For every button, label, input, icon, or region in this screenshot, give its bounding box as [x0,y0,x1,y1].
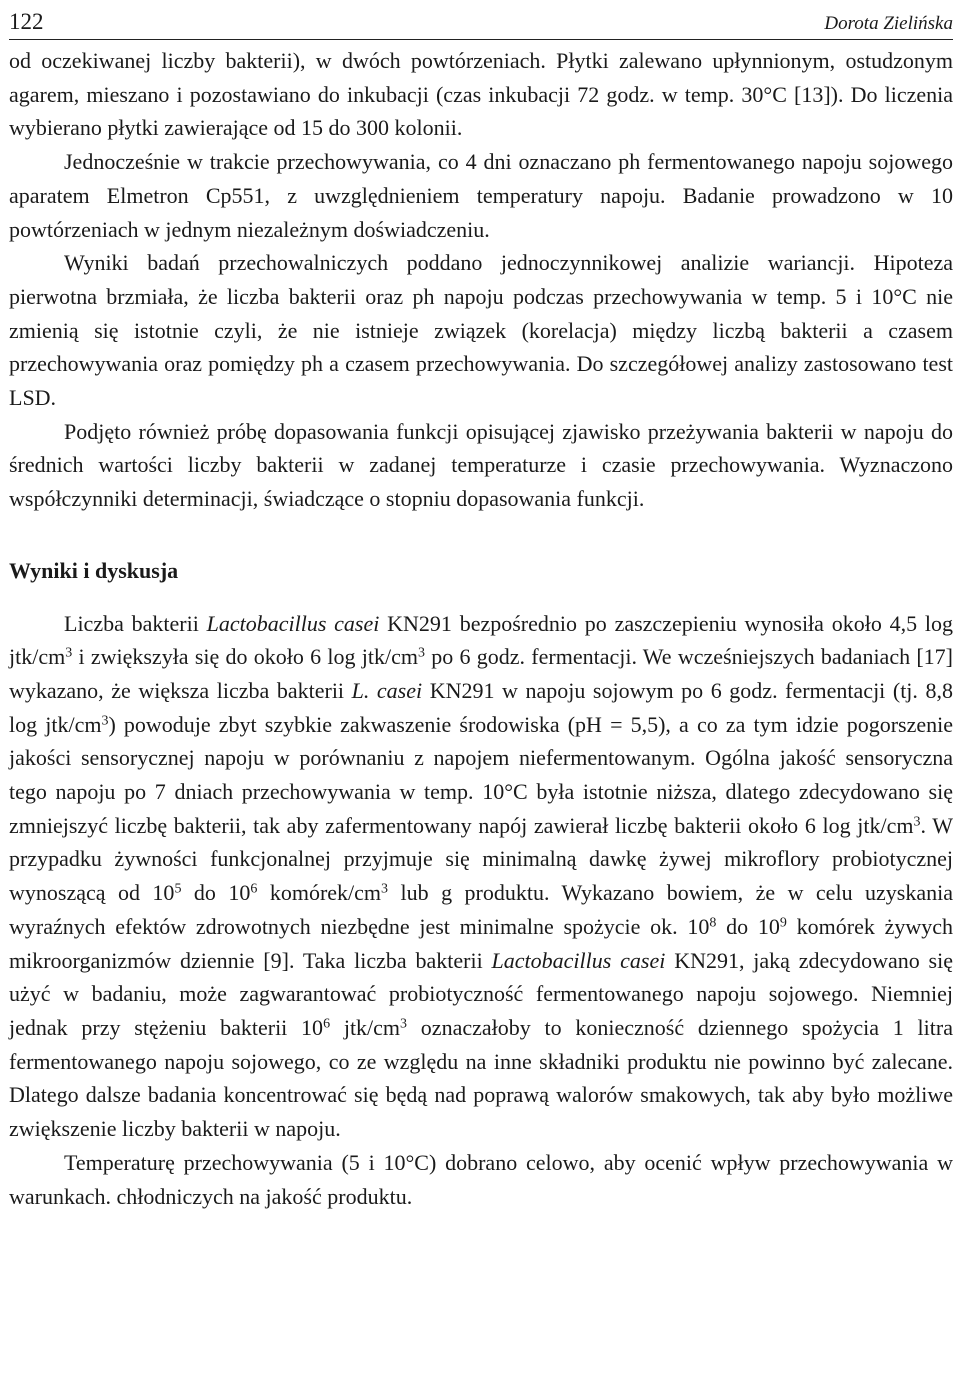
species-name: L. casei [351,677,423,703]
body-text [9,44,953,1213]
document-page [9,0,953,1213]
page-number: 122 [9,9,44,34]
paragraph-methods-plating: od oczekiwanej liczby bakterii), w dwóch powtórzeniach. Płytki zalewano upłynnionym, ostudzonym agarem, mieszano i pozostawiano do inkubacji (czas inkubacji 72 godz. w temp. 30°C [13]). Do liczenia wybierano płytki zawierające od 15 do 300 kolonii. [9,48,953,141]
section-heading: Wyniki i dyskusja [9,557,179,583]
paragraph-statistics: Wyniki badań przechowalniczych poddano jednoczynnikowej analizie wariancji. Hipoteza pierwotna brzmiała, że liczba bakterii oraz ph napoju podczas przechowywania w temp. 5 i 10°C nie zmienią się istotnie czyli, że nie istnieje związek (korelacja) między liczbą bakterii a czasem przechowywania oraz pomiędzy ph a czasem przechowywania. Do szczegółowej analizy zastosowano test LSD. [9,250,953,411]
paragraph-curve-fitting: Podjęto również próbę dopasowania funkcji opisującej zjawisko przeżywania bakterii w napoju do średnich wartości liczby bakterii w zadanej temperaturze i czasie przechowywania. Wyznaczono współczynniki determinacji, świadczące o stopniu dopasowania funkcji. [9,418,953,512]
species-name: Lactobacillus casei [206,610,380,636]
running-header [9,0,953,40]
running-author: Dorota Zielińska [824,13,953,34]
species-name: Lactobacillus casei [491,947,666,973]
paragraph-storage-temperature: Temperaturę przechowywania (5 i 10°C) dobrano celowo, aby ocenić wpływ przechowywania w warunkach. chłodniczych na jakość produktu. [9,1149,953,1209]
paragraph-ph-measurement: Jednocześnie w trakcie przechowywania, co 4 dni oznaczano ph fermentowanego napoju sojowego aparatem Elmetron Cp551, z uwzględnieniem temperatury napoju. Badanie prowadzono w 10 powtórzeniach w jednym niezależnym doświadczeniu. [9,149,953,242]
paragraph-results: Liczba bakterii Lactobacillus casei KN291 bezpośrednio po zaszczepieniu wynosiła około 4,5 log jtk/$cm^3$ i zwiększyła się do około 6 log jtk/$cm^3$ po 6 godz. fermentacji. We wcześniejszych badaniach [17] wykazano, że większa liczba bakterii L. casei KN291 w napoju sojowym po 6 godz. fermentacji (tj. 8,8 log jtk/$cm^3$) powoduje zbyt szybkie zakwaszenie środowiska (pH = 5,5), a co za tym idzie pogorszenie jakości sensorycznej napoju w porównaniu z napojem niefermentowanym. Ogólna jakość sensoryczna tego napoju po 7 dniach przechowywania w temp. 10°C była istotnie niższa, dlatego zdecydowano się zmniejszyć liczbę bakterii, tak aby zafermentowany napój zawierał liczbę bakterii około 6 log jtk/$cm^3$. W przypadku żywności funkcjonalnej przyjmuje się minimalną dawkę żywej mikroflory probiotycznej wynoszącą od $10^5$ do $10^6$ komórek/$cm^3$ lub g produktu. Wykazano bowiem, że w celu uzyskania wyraźnych efektów zdrowotnych niezbędne jest minimalne spożycie ok. $10^8$ do $10^9$ komórek żywych mikroorganizmów dziennie [9]. Taka liczba bakterii Lactobacillus casei KN291, jaką zdecydowano się użyć w badaniu, może zagwarantować probiotyczność fermentowanego napoju sojowego. Niemniej jednak przy stężeniu bakterii $10^6$ jtk/$cm^3$ oznaczałoby to konieczność dziennego spożycia 1 litra fermentowanego napoju sojowego, co ze względu na inne składniki produktu nie powinno być zalecane. Dlatego dalsze badania koncentrować się będą nad poprawą walorów smakowych, tak aby było możliwe zwiększenie liczby bakterii w napoju. [9,610,954,1142]
